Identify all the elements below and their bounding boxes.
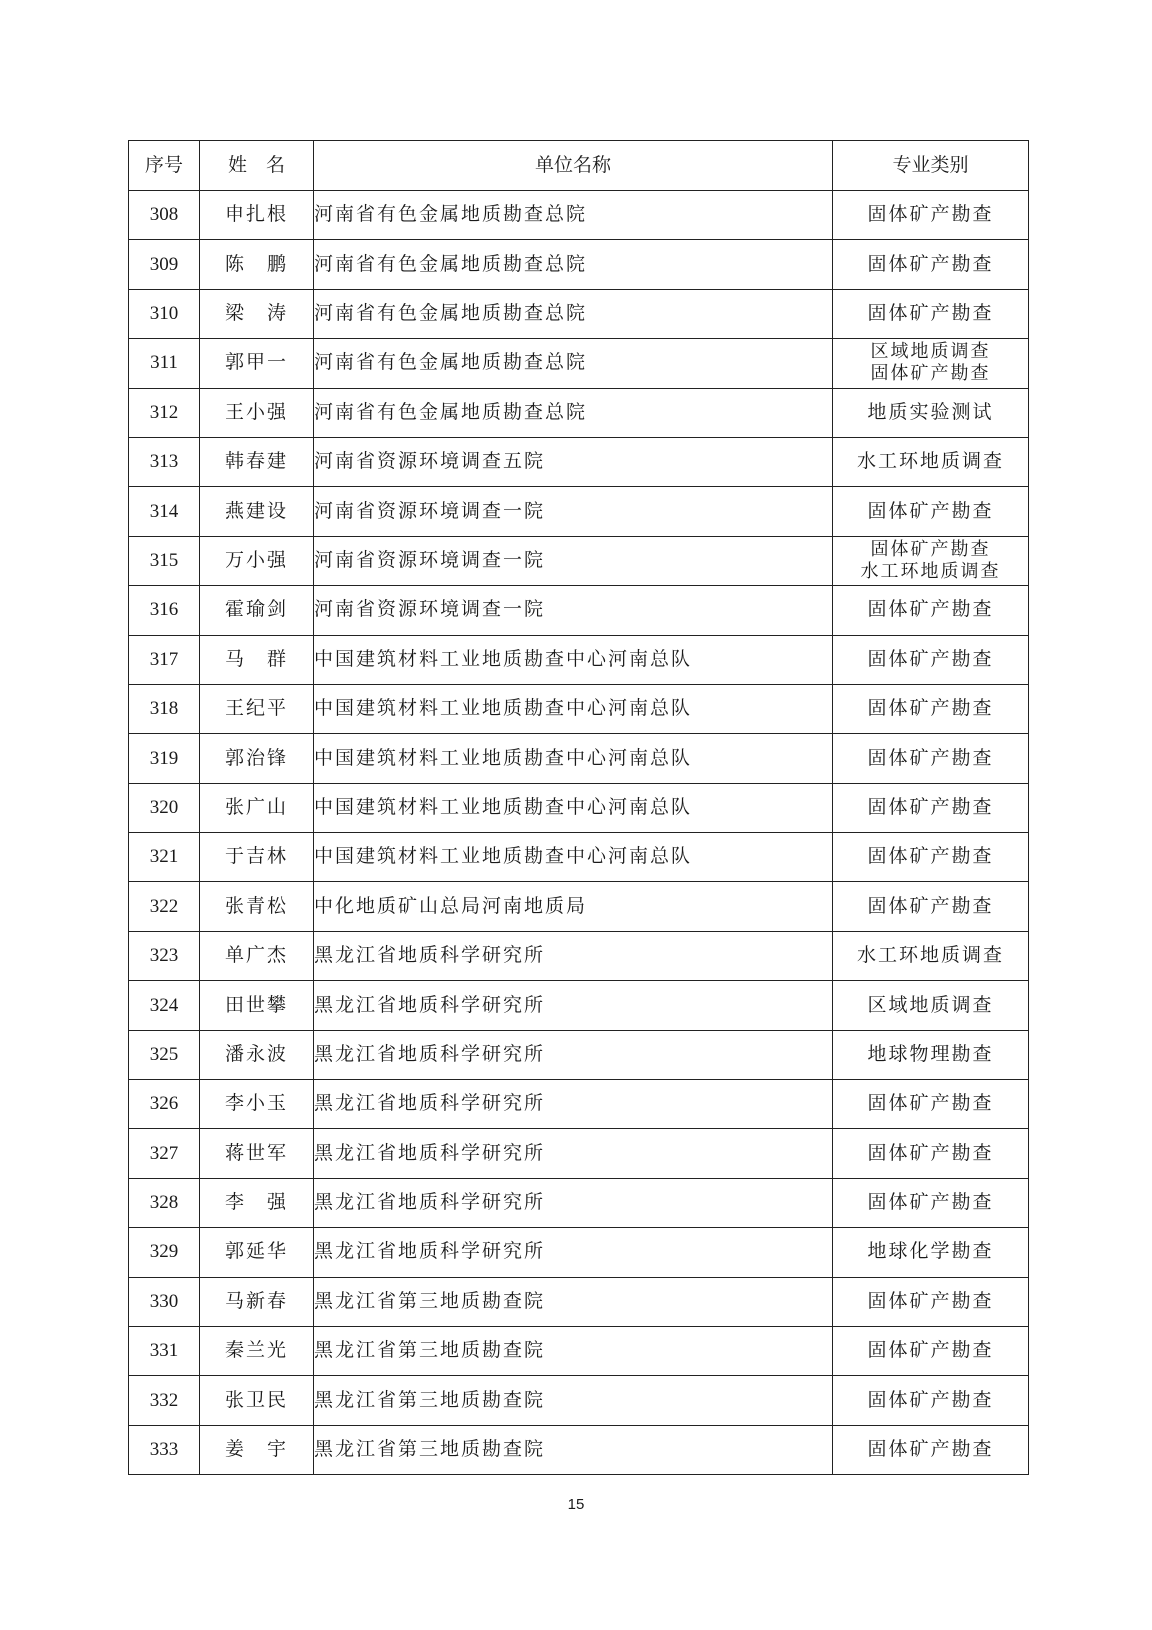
table-row: [129, 1129, 1029, 1178]
specialty-category-line: 固体矿产勘查: [867, 697, 994, 720]
person-name-cell: 王纪平: [200, 684, 314, 733]
specialty-category-cell: [833, 388, 1029, 437]
specialty-category-line: 固体矿产勘查: [867, 1092, 994, 1115]
header-specialty-category: 专业类别: [833, 141, 1029, 191]
unit-name-cell: 中国建筑材料工业地质勘查中心河南总队: [314, 833, 833, 882]
unit-name-cell: 黑龙江省地质科学研究所: [314, 981, 833, 1030]
specialty-category-line: 固体矿产勘查: [870, 538, 991, 560]
person-name-cell: 韩春建: [200, 437, 314, 486]
person-name-cell: 郭延华: [200, 1228, 314, 1277]
table-row: [129, 1228, 1029, 1277]
table-row: [129, 931, 1029, 980]
specialty-category-line: 固体矿产勘查: [867, 1289, 994, 1312]
table-body: [129, 191, 1029, 1475]
serial-number-cell: 323: [129, 931, 200, 980]
serial-number-cell: 311: [129, 339, 200, 388]
person-name-cell: 张青松: [200, 882, 314, 931]
serial-number-cell: 317: [129, 635, 200, 684]
specialty-category-cell: [833, 536, 1029, 585]
serial-number-cell: 331: [129, 1326, 200, 1375]
specialty-category-line: 固体矿产勘查: [867, 203, 994, 226]
unit-name-cell: 河南省有色金属地质勘查总院: [314, 339, 833, 388]
person-name-cell: 潘永波: [200, 1030, 314, 1079]
unit-name-cell: 中国建筑材料工业地质勘查中心河南总队: [314, 635, 833, 684]
specialty-category-line: 水工环地质调查: [856, 944, 1004, 967]
specialty-category-cell: [833, 437, 1029, 486]
unit-name-cell: 黑龙江省地质科学研究所: [314, 1030, 833, 1079]
specialty-category-cell: [833, 1178, 1029, 1227]
table-row: [129, 684, 1029, 733]
person-name-cell: 张卫民: [200, 1376, 314, 1425]
unit-name-cell: 河南省资源环境调查一院: [314, 536, 833, 585]
person-name-cell: 姜 宇: [200, 1425, 314, 1474]
serial-number-cell: 312: [129, 388, 200, 437]
specialty-category-line: 地球化学勘查: [867, 1240, 994, 1263]
serial-number-cell: 314: [129, 487, 200, 536]
specialty-category-line: 固体矿产勘查: [867, 598, 994, 621]
specialty-category-cell: [833, 1129, 1029, 1178]
serial-number-cell: 321: [129, 833, 200, 882]
person-name-cell: 郭治锋: [200, 734, 314, 783]
serial-number-cell: 328: [129, 1178, 200, 1227]
table-row: [129, 1326, 1029, 1375]
specialty-category-line: 固体矿产勘查: [867, 746, 994, 769]
person-name-cell: 单广杰: [200, 931, 314, 980]
serial-number-cell: 320: [129, 783, 200, 832]
specialty-category-line: 区域地质调查: [870, 341, 991, 363]
unit-name-cell: 黑龙江省第三地质勘查院: [314, 1376, 833, 1425]
serial-number-cell: 324: [129, 981, 200, 1030]
table-header: [129, 141, 1029, 191]
person-name-cell: 田世攀: [200, 981, 314, 1030]
specialty-category-line: 固体矿产勘查: [867, 302, 994, 325]
serial-number-cell: 333: [129, 1425, 200, 1474]
table-row: [129, 635, 1029, 684]
specialty-category-cell: [833, 191, 1029, 240]
unit-name-cell: 黑龙江省第三地质勘查院: [314, 1277, 833, 1326]
person-name-cell: 万小强: [200, 536, 314, 585]
serial-number-cell: 326: [129, 1080, 200, 1129]
unit-name-cell: 黑龙江省地质科学研究所: [314, 1129, 833, 1178]
table-row: [129, 487, 1029, 536]
table-row: [129, 339, 1029, 388]
table-row: [129, 536, 1029, 585]
unit-name-cell: 中国建筑材料工业地质勘查中心河南总队: [314, 684, 833, 733]
unit-name-cell: 黑龙江省第三地质勘查院: [314, 1425, 833, 1474]
table-row: [129, 1178, 1029, 1227]
serial-number-cell: 319: [129, 734, 200, 783]
person-name-cell: 燕建设: [200, 487, 314, 536]
header-serial-number: 序号: [129, 141, 200, 191]
specialty-category-line: 固体矿产勘查: [867, 1339, 994, 1362]
header-unit-name: 单位名称: [314, 141, 833, 191]
serial-number-cell: 318: [129, 684, 200, 733]
specialty-category-line: 地质实验测试: [867, 400, 994, 423]
specialty-category-line: 水工环地质调查: [860, 560, 1001, 582]
specialty-category-cell: [833, 1376, 1029, 1425]
table-row: [129, 240, 1029, 289]
unit-name-cell: 黑龙江省地质科学研究所: [314, 1080, 833, 1129]
unit-name-cell: 中国建筑材料工业地质勘查中心河南总队: [314, 734, 833, 783]
specialty-category-line: 区域地质调查: [867, 993, 994, 1016]
unit-name-cell: 中国建筑材料工业地质勘查中心河南总队: [314, 783, 833, 832]
specialty-category-cell: [833, 1277, 1029, 1326]
specialty-category-cell: [833, 783, 1029, 832]
table-row: [129, 833, 1029, 882]
person-name-cell: 王小强: [200, 388, 314, 437]
unit-name-cell: 河南省有色金属地质勘查总院: [314, 191, 833, 240]
specialty-category-cell: [833, 1030, 1029, 1079]
serial-number-cell: 310: [129, 289, 200, 338]
table-row: [129, 586, 1029, 635]
unit-name-cell: 黑龙江省地质科学研究所: [314, 1178, 833, 1227]
specialty-category-cell: [833, 289, 1029, 338]
serial-number-cell: 329: [129, 1228, 200, 1277]
table-row: [129, 882, 1029, 931]
table-row: [129, 289, 1029, 338]
table-row: [129, 1376, 1029, 1425]
table-row: [129, 1030, 1029, 1079]
unit-name-cell: 中化地质矿山总局河南地质局: [314, 882, 833, 931]
serial-number-cell: 332: [129, 1376, 200, 1425]
person-name-cell: 马 群: [200, 635, 314, 684]
serial-number-cell: 316: [129, 586, 200, 635]
serial-number-cell: 322: [129, 882, 200, 931]
serial-number-cell: 327: [129, 1129, 200, 1178]
person-name-cell: 霍瑜剑: [200, 586, 314, 635]
specialty-category-cell: [833, 240, 1029, 289]
unit-name-cell: 黑龙江省地质科学研究所: [314, 1228, 833, 1277]
specialty-category-line: 固体矿产勘查: [867, 499, 994, 522]
specialty-category-line: 固体矿产勘查: [867, 1438, 994, 1461]
serial-number-cell: 313: [129, 437, 200, 486]
specialty-category-cell: [833, 635, 1029, 684]
person-name-cell: 李小玉: [200, 1080, 314, 1129]
table-row: [129, 734, 1029, 783]
specialty-category-line: 固体矿产勘查: [867, 894, 994, 917]
header-row: [129, 141, 1029, 191]
specialty-category-line: 固体矿产勘查: [867, 1141, 994, 1164]
table-row: [129, 437, 1029, 486]
table-row: [129, 388, 1029, 437]
unit-name-cell: 河南省资源环境调查一院: [314, 586, 833, 635]
serial-number-cell: 315: [129, 536, 200, 585]
unit-name-cell: 河南省有色金属地质勘查总院: [314, 240, 833, 289]
page-number: 15: [567, 1496, 585, 1513]
person-name-cell: 郭甲一: [200, 339, 314, 388]
person-name-cell: 张广山: [200, 783, 314, 832]
specialty-category-cell: [833, 487, 1029, 536]
person-name-cell: 申扎根: [200, 191, 314, 240]
specialty-category-cell: [833, 339, 1029, 388]
person-name-cell: 陈 鹏: [200, 240, 314, 289]
specialty-category-line: 固体矿产勘查: [867, 1191, 994, 1214]
header-name: 姓 名: [200, 141, 314, 191]
table-row: [129, 191, 1029, 240]
specialty-category-cell: [833, 1425, 1029, 1474]
specialty-category-cell: [833, 734, 1029, 783]
serial-number-cell: 330: [129, 1277, 200, 1326]
unit-name-cell: 河南省资源环境调查一院: [314, 487, 833, 536]
specialty-category-cell: [833, 586, 1029, 635]
unit-name-cell: 河南省有色金属地质勘查总院: [314, 289, 833, 338]
person-name-cell: 李 强: [200, 1178, 314, 1227]
specialty-category-line: 固体矿产勘查: [867, 252, 994, 275]
person-name-cell: 梁 涛: [200, 289, 314, 338]
person-name-cell: 于吉林: [200, 833, 314, 882]
specialty-category-cell: [833, 1080, 1029, 1129]
table-row: [129, 783, 1029, 832]
table-row: [129, 1080, 1029, 1129]
person-name-cell: 蒋世军: [200, 1129, 314, 1178]
table-row: [129, 1277, 1029, 1326]
specialty-category-cell: [833, 1326, 1029, 1375]
specialty-category-line: 固体矿产勘查: [867, 795, 994, 818]
specialty-category-line: 水工环地质调查: [856, 450, 1004, 473]
specialty-category-line: 固体矿产勘查: [867, 845, 994, 868]
person-name-cell: 秦兰光: [200, 1326, 314, 1375]
specialty-category-line: 固体矿产勘查: [870, 363, 991, 385]
specialty-category-line: 固体矿产勘查: [867, 647, 994, 670]
specialty-category-cell: [833, 833, 1029, 882]
unit-name-cell: 黑龙江省第三地质勘查院: [314, 1326, 833, 1375]
specialty-category-cell: [833, 882, 1029, 931]
unit-name-cell: 河南省资源环境调查五院: [314, 437, 833, 486]
specialty-category-cell: [833, 931, 1029, 980]
person-name-cell: 马新春: [200, 1277, 314, 1326]
unit-name-cell: 黑龙江省地质科学研究所: [314, 931, 833, 980]
unit-name-cell: 河南省有色金属地质勘查总院: [314, 388, 833, 437]
serial-number-cell: 309: [129, 240, 200, 289]
table-row: [129, 981, 1029, 1030]
specialty-category-line: 固体矿产勘查: [867, 1388, 994, 1411]
specialty-category-cell: [833, 1228, 1029, 1277]
specialty-category-cell: [833, 981, 1029, 1030]
serial-number-cell: 308: [129, 191, 200, 240]
roster-table: [128, 140, 1029, 1475]
table-row: [129, 1425, 1029, 1474]
specialty-category-cell: [833, 684, 1029, 733]
specialty-category-line: 地球物理勘查: [867, 1042, 994, 1065]
serial-number-cell: 325: [129, 1030, 200, 1079]
